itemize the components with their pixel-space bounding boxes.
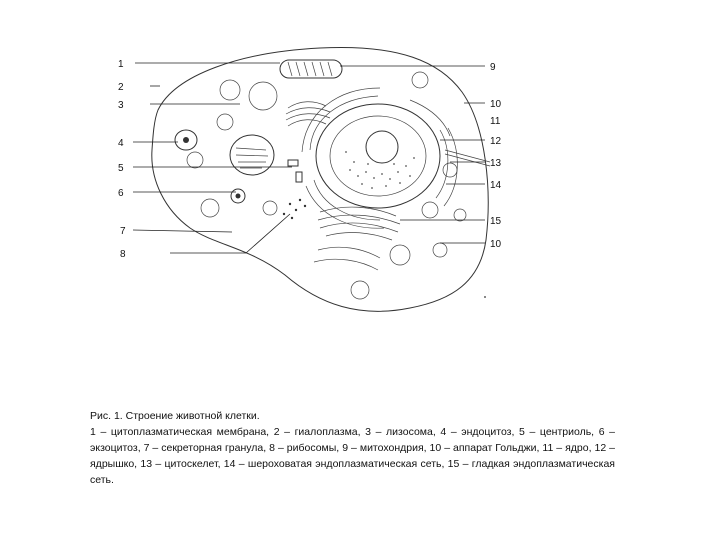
secretory-granule	[231, 189, 245, 203]
label-4: 4	[118, 138, 124, 149]
labels-left	[118, 59, 126, 260]
endocytosis-vesicle	[175, 130, 197, 150]
ribosomes	[283, 199, 306, 219]
caption-text: 1 – цитоплазматическая мембрана, 2 – гиалоплазма, 3 – лизосома, 4 – эндоцитоз, 5 – центриоль, 6 – экзоцитоз, 7 – секреторная гранула, 8 – рибосомы, 9 – митохондрия, 10 – аппарат Гольджи, 11 – ядро, 12 – ядрышко, 13 – цитоскелет, 14 – шероховатая эндоплазматическая сеть, 15 – гладкая эндоплазматическая сеть.	[90, 426, 615, 486]
leader-lines-left	[133, 63, 292, 253]
rough-er	[302, 88, 457, 228]
caption-title: Рис. 1. Строение животной клетки.	[90, 410, 260, 422]
label-8: 8	[120, 249, 126, 260]
label-13: 13	[490, 158, 502, 169]
mitochondrion-top	[280, 60, 342, 78]
nucleolus	[366, 131, 398, 163]
golgi-apparatus-upper	[286, 102, 330, 126]
label-12: 12	[490, 136, 502, 147]
stray-dot	[484, 296, 486, 298]
chromatin-dots	[345, 151, 415, 189]
labels-right	[490, 62, 502, 250]
label-5: 5	[118, 163, 124, 174]
golgi-apparatus-lower	[314, 207, 400, 270]
label-2: 2	[118, 82, 124, 93]
label-9: 9	[490, 62, 496, 73]
label-7: 7	[120, 226, 126, 237]
label-6: 6	[118, 188, 124, 199]
figure-caption	[90, 408, 615, 488]
cytoskeleton	[445, 150, 490, 166]
label-3: 3	[118, 100, 124, 111]
label-1: 1	[118, 59, 124, 70]
centrioles	[288, 160, 302, 182]
label-11: 11	[490, 116, 501, 127]
label-10-bottom: 10	[490, 239, 502, 250]
label-15: 15	[490, 216, 502, 227]
mitochondrion-left	[230, 135, 274, 175]
cell-membrane	[152, 47, 488, 311]
label-10-top: 10	[490, 99, 502, 110]
nucleus-envelope	[316, 104, 440, 208]
leader-lines-right	[340, 66, 485, 243]
nucleus-inner	[330, 116, 426, 196]
label-14: 14	[490, 180, 502, 191]
